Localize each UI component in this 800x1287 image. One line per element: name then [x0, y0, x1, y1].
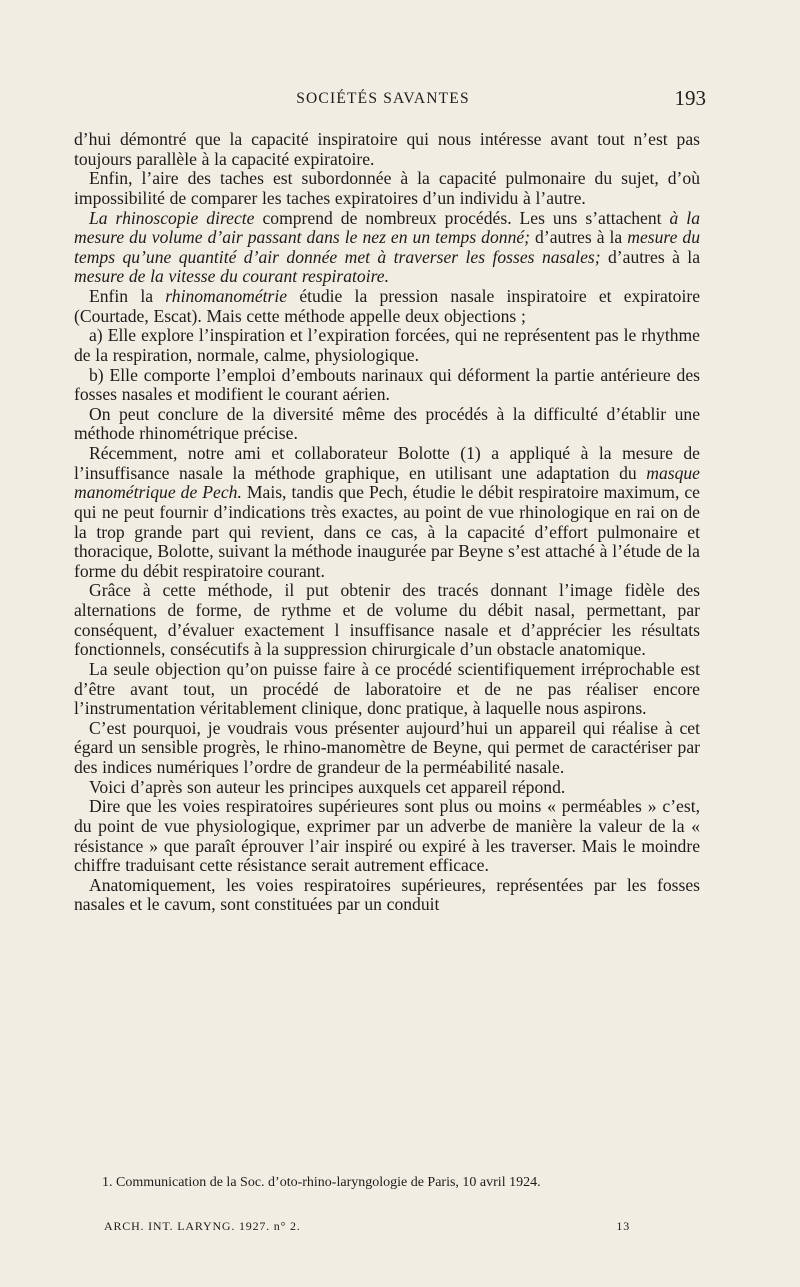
paragraph-bolotte: Récemment, notre ami et collaborateur Bolotte (1) a appliqué à la mesure de l’insuffisance nasale la méthode graphique, en utilisant une adaptation du masque manométrique de Pech. Mais, tandis que Pech, étudie le débit respiratoire maximum, ce qui ne peut fournir d’indications très exactes, au point de vue rhinologique en rai on de la trop grande part qui revient, dans ce cas, à la capacité d’effort pulmonaire et thoracique, Bolotte, suivant la méthode inaugurée par Beyne s’est attaché à l’étude de la forme du débit respiratoire courant. — [74, 443, 700, 581]
paragraph-grace-methode: Grâce à cette méthode, il put obtenir des tracés donnant l’image fidèle des alternations de forme, de rythme et de volume du débit nasal, permettant, par conséquent, d’évaluer exactement l insuffisance nasale et d’apprécier les résultats fonctionnels, consécutifs à la suppression chirurgicale d’un obstacle anatomique. — [74, 580, 700, 660]
paragraph-appareil-beyne: C’est pourquoi, je voudrais vous présenter aujourd’hui un appareil qui réalise à cet égard un sensible progrès, le rhino-manomètre de Beyne, qui permet de caractériser par des indices numériques l’ordre de grandeur de la perméabilité nasale. — [74, 717, 700, 777]
paragraph-rhinomanometrie: Enfin la rhinomanométrie étudie la pression nasale inspiratoire et expiratoire (Courtade, Escat). Mais cette méthode appelle deux objections ; — [74, 286, 700, 326]
paragraph-principes: Voici d’après son auteur les principes auxquels cet appareil répond. — [89, 776, 566, 797]
paragraph-objection-laboratoire: La seule objection qu’on puisse faire à ce procédé scientifiquement irréprochable est d’être avant tout, un procédé de laboratoire et de ne pas réaliser encore l’instrumentation véritablement clinique, donc pratique, à laquelle nous aspirons. — [74, 658, 700, 719]
paragraph-continuation: d’hui démontré que la capacité inspiratoire qui nous intéresse avant tout n’est pas toujours parallèle à la capacité expiratoire. — [74, 129, 700, 169]
paragraph-aire-taches: Enfin, l’aire des taches est subordonnée à la capacité pulmonaire du sujet, d’où impossibilité de comparer les taches expiratoires d’un individu à l’autre. — [74, 168, 700, 208]
paragraph-objection-a: a) Elle explore l’inspiration et l’expiration forcées, qui ne représentent pas le rhythme de la respiration, normale, calme, physiologique. — [74, 325, 700, 365]
paragraph-anatomie: Anatomiquement, les voies respiratoires supérieures, représentées par les fosses nasales et le cavum, sont constituées par un conduit — [74, 874, 700, 915]
paragraph-objection-b: b) Elle comporte l’emploi d’embouts narinaux qui déforment la partie antérieure des fosses nasales et modifient le courant aérien. — [74, 364, 700, 405]
running-head: SOCIÉTÉS SAVANTES — [296, 90, 470, 107]
paragraph-rhinoscopie: La rhinoscopie directe comprend de nombreux procédés. Les uns s’attachent à la mesure du volume d’air passant dans le nez en un temps donné; d’autres à la mesure du temps qu’une quantité d’air donnée met à traverser les fosses nasales; d’autres à la mesure de la vitesse du courant respiratoire. — [74, 207, 700, 287]
body-text — [74, 130, 700, 915]
paragraph-permeables: Dire que les voies respiratoires supérieures sont plus ou moins « perméables » c’est, du point de vue physiologique, exprimer par un adverbe de manière la valeur de la « résistance » que paraît éprouver l’air inspiré ou expiré à les traverser. Mais le moindre chiffre traduisant cette résistance serait autrement efficace. — [74, 796, 700, 876]
paragraph-conclusion: On peut conclure de la diversité même des procédés à la difficulté d’établir une méthode rhinométrique précise. — [74, 403, 700, 444]
term-masque-pech: masque manométrique de Pech. — [74, 462, 700, 503]
page-header — [60, 86, 706, 114]
term-rhinomanometrie: rhinomanométrie — [165, 286, 288, 306]
signature-mark: 13 — [616, 1219, 630, 1233]
term-rhinoscopie-directe: La rhinoscopie directe — [89, 207, 255, 228]
page-number: 193 — [674, 86, 706, 110]
journal-reference: ARCH. INT. LARYNG. 1927. n° 2. — [104, 1219, 301, 1233]
footnote: 1. Communication de la Soc. d’oto-rhino-laryngologie de Paris, 10 avril 1924. — [102, 1175, 541, 1190]
